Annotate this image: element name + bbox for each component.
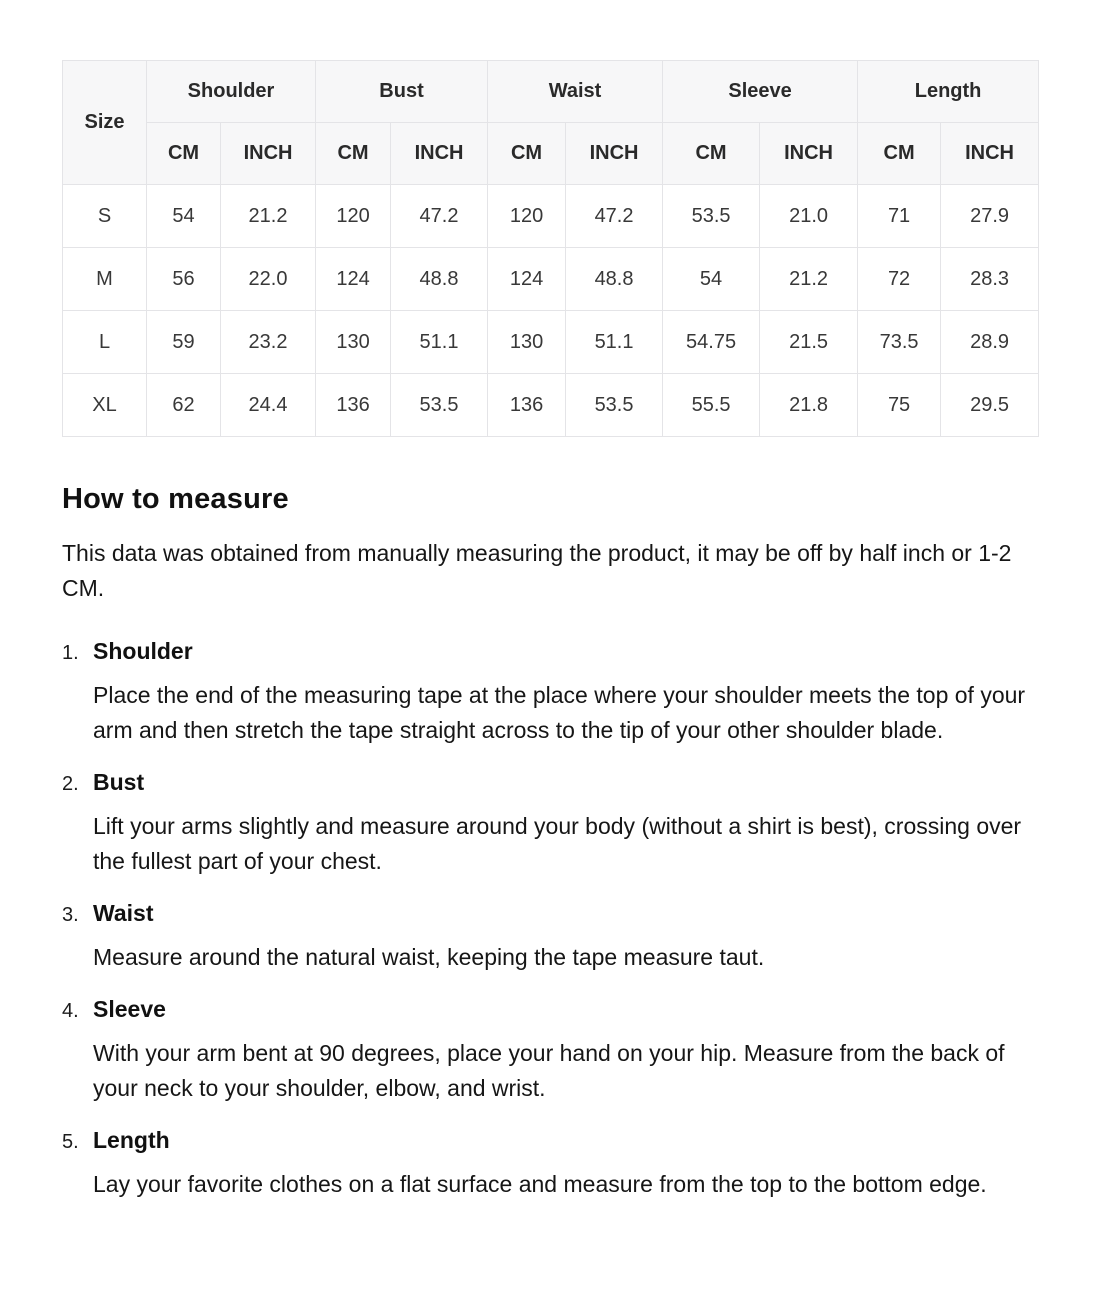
measure-cell: 75	[858, 374, 941, 437]
size-chart-table	[62, 60, 1039, 437]
unit-header-inch: INCH	[391, 123, 488, 185]
measure-disclaimer-text: This data was obtained from manually measuring the product, it may be off by half inch or 1-2 CM.	[62, 540, 1012, 601]
measure-cell: 47.2	[391, 185, 488, 248]
step-number: 4.	[62, 1000, 79, 1022]
size-label: S	[63, 185, 147, 248]
measure-cell: 21.5	[760, 311, 858, 374]
col-header-size: Size	[63, 61, 147, 185]
measure-cell: 54	[663, 248, 760, 311]
measure-cell: 29.5	[941, 374, 1039, 437]
list-item	[62, 996, 1038, 1106]
measure-cell: 120	[316, 185, 391, 248]
measure-cell: 48.8	[566, 248, 663, 311]
measure-cell: 21.8	[760, 374, 858, 437]
col-header-sleeve: Sleeve	[663, 61, 858, 123]
list-item	[62, 900, 1038, 975]
table-row	[63, 311, 1039, 374]
list-item	[62, 769, 1038, 879]
measure-cell: 55.5	[663, 374, 760, 437]
measure-cell: 53.5	[566, 374, 663, 437]
table-row	[63, 248, 1039, 311]
list-item	[62, 1127, 1038, 1202]
size-label: L	[63, 311, 147, 374]
step-number: 3.	[62, 904, 79, 926]
measure-cell: 124	[316, 248, 391, 311]
step-description: With your arm bent at 90 degrees, place your hand on your hip. Measure from the back of your neck to your shoulder, elbow, and wrist.	[93, 1040, 1005, 1101]
measure-steps-list	[62, 638, 1038, 1202]
measure-cell: 51.1	[566, 311, 663, 374]
measure-cell: 71	[858, 185, 941, 248]
size-label: XL	[63, 374, 147, 437]
measure-cell: 51.1	[391, 311, 488, 374]
step-number: 1.	[62, 642, 79, 664]
measure-cell: 54.75	[663, 311, 760, 374]
unit-header-inch: INCH	[566, 123, 663, 185]
unit-header-cm: CM	[488, 123, 566, 185]
measure-cell: 47.2	[566, 185, 663, 248]
unit-header-inch: INCH	[221, 123, 316, 185]
measure-cell: 62	[147, 374, 221, 437]
measure-cell: 130	[488, 311, 566, 374]
measure-cell: 21.0	[760, 185, 858, 248]
col-header-shoulder: Shoulder	[147, 61, 316, 123]
table-group-header-row	[63, 61, 1039, 123]
unit-header-inch: INCH	[760, 123, 858, 185]
step-description: Lift your arms slightly and measure around your body (without a shirt is best), crossing over the fullest part of your chest.	[93, 813, 1022, 874]
measure-cell: 28.9	[941, 311, 1039, 374]
table-row	[63, 374, 1039, 437]
step-title-length: Length	[93, 1127, 170, 1153]
measure-cell: 22.0	[221, 248, 316, 311]
measure-cell: 56	[147, 248, 221, 311]
how-to-measure-heading: How to measure	[62, 483, 289, 515]
step-title-waist: Waist	[93, 900, 154, 926]
step-title-bust: Bust	[93, 769, 145, 795]
measure-cell: 124	[488, 248, 566, 311]
measure-cell: 48.8	[391, 248, 488, 311]
step-description: Measure around the natural waist, keeping the tape measure taut.	[93, 944, 765, 970]
step-description: Lay your favorite clothes on a flat surface and measure from the top to the bottom edge.	[93, 1171, 987, 1197]
measure-cell: 24.4	[221, 374, 316, 437]
measure-cell: 136	[316, 374, 391, 437]
measure-cell: 136	[488, 374, 566, 437]
measure-cell: 120	[488, 185, 566, 248]
measure-cell: 28.3	[941, 248, 1039, 311]
measure-cell: 54	[147, 185, 221, 248]
measure-cell: 21.2	[760, 248, 858, 311]
measure-cell: 21.2	[221, 185, 316, 248]
measure-cell: 27.9	[941, 185, 1039, 248]
unit-header-cm: CM	[316, 123, 391, 185]
list-item	[62, 638, 1038, 748]
unit-header-cm: CM	[858, 123, 941, 185]
unit-header-inch: INCH	[941, 123, 1039, 185]
col-header-bust: Bust	[316, 61, 488, 123]
table-unit-header-row	[63, 123, 1039, 185]
step-title-shoulder: Shoulder	[93, 638, 193, 664]
unit-header-cm: CM	[147, 123, 221, 185]
col-header-length: Length	[858, 61, 1039, 123]
measure-cell: 53.5	[663, 185, 760, 248]
measure-cell: 59	[147, 311, 221, 374]
measure-cell: 53.5	[391, 374, 488, 437]
measure-cell: 130	[316, 311, 391, 374]
measure-cell: 23.2	[221, 311, 316, 374]
table-row	[63, 185, 1039, 248]
col-header-waist: Waist	[488, 61, 663, 123]
step-number: 5.	[62, 1131, 79, 1153]
measure-cell: 73.5	[858, 311, 941, 374]
size-label: M	[63, 248, 147, 311]
step-number: 2.	[62, 773, 79, 795]
step-description: Place the end of the measuring tape at the place where your shoulder meets the top of your arm and then stretch the tape straight across to the tip of your other shoulder blade.	[93, 682, 1026, 743]
unit-header-cm: CM	[663, 123, 760, 185]
measure-cell: 72	[858, 248, 941, 311]
step-title-sleeve: Sleeve	[93, 996, 166, 1022]
